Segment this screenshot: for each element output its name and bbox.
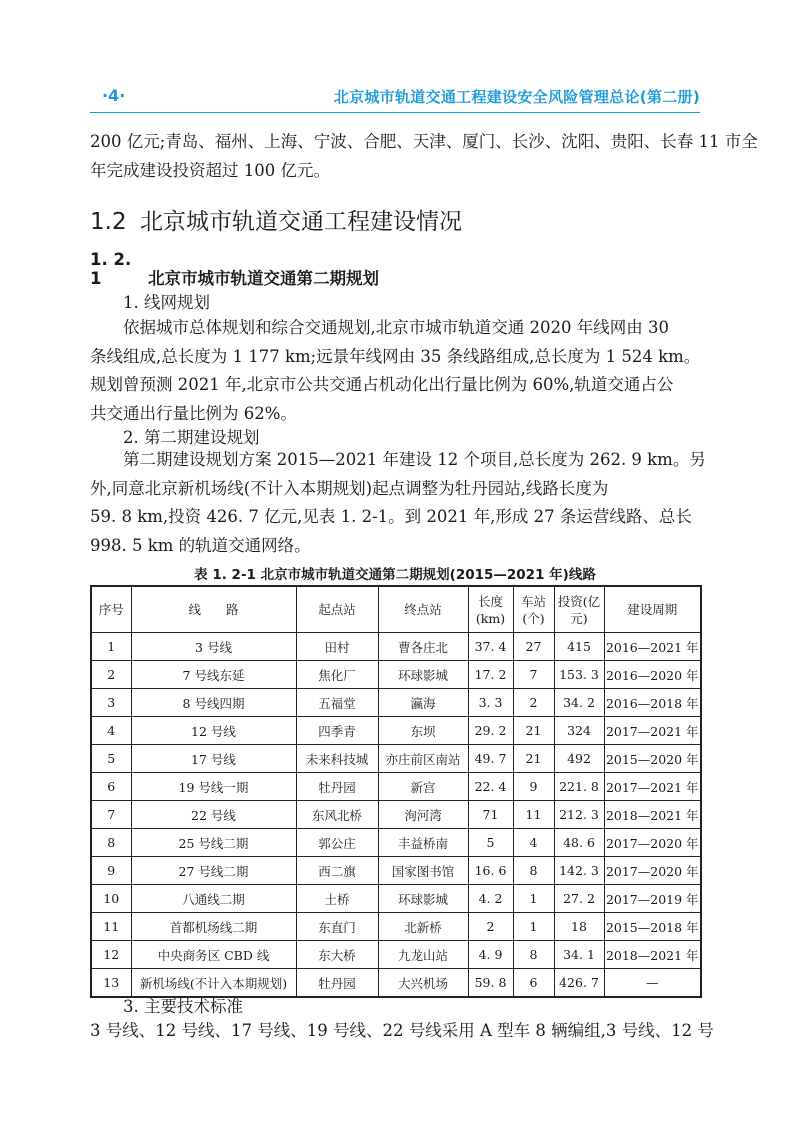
table-cell: 2015—2018 年 — [604, 913, 701, 941]
table-cell: 新宫 — [378, 773, 468, 801]
table-cell: 71 — [468, 801, 513, 829]
table-cell: 东坝 — [378, 717, 468, 745]
table-row — [91, 689, 701, 717]
table-cell: 8 — [513, 941, 554, 969]
header-cell: 序号 — [91, 586, 131, 633]
book-title: 北京城市轨道交通工程建设安全风险管理总论(第二册) — [333, 88, 700, 106]
item2-line: 外,同意北京新机场线(不计入本期规划)起点调整为牡丹园站,线路长度为 — [90, 478, 609, 498]
header-cell: 车站(个) — [513, 586, 554, 633]
table-cell: 221. 8 — [554, 773, 604, 801]
table-cell: 4 — [513, 829, 554, 857]
table-cell: 11 — [91, 913, 131, 941]
table-row — [91, 773, 701, 801]
table-cell: 8 — [91, 829, 131, 857]
table-cell: 22 号线 — [131, 801, 296, 829]
table-cell: 16. 6 — [468, 857, 513, 885]
table-row — [91, 829, 701, 857]
table-cell: 大兴机场 — [378, 969, 468, 998]
table-cell: 九龙山站 — [378, 941, 468, 969]
table-cell: 1 — [91, 633, 131, 661]
table-cell: 牡丹园 — [296, 969, 378, 998]
subsection-title: 北京市城市轨道交通第二期规划 — [148, 269, 379, 288]
table-cell: 洵河湾 — [378, 801, 468, 829]
table-cell: 东直门 — [296, 913, 378, 941]
table-cell: 9 — [91, 857, 131, 885]
intro-paragraph — [90, 128, 758, 185]
table-cell: 48. 6 — [554, 829, 604, 857]
table-cell: 2015—2020 年 — [604, 745, 701, 773]
table-cell: 12 — [91, 941, 131, 969]
table-cell: 6 — [513, 969, 554, 998]
table-cell: 5 — [91, 745, 131, 773]
table-cell: 37. 4 — [468, 633, 513, 661]
table-cell: 牡丹园 — [296, 773, 378, 801]
table-cell: 3 号线 — [131, 633, 296, 661]
table-cell: 7 号线东延 — [131, 661, 296, 689]
table-cell: 10 — [91, 885, 131, 913]
item1-heading: 1. 线网规划 — [123, 293, 210, 312]
table-cell: 北新桥 — [378, 913, 468, 941]
header-cell: 长度(km) — [468, 586, 513, 633]
table-cell: 2 — [513, 689, 554, 717]
table-cell: 4. 9 — [468, 941, 513, 969]
table-cell: 土桥 — [296, 885, 378, 913]
table-cell: 焦化厂 — [296, 661, 378, 689]
table-cell: 郭公庄 — [296, 829, 378, 857]
table-cell: 四季青 — [296, 717, 378, 745]
table-cell: 6 — [91, 773, 131, 801]
table-cell: 7 — [513, 661, 554, 689]
item3-heading: 3. 主要技术标准 — [123, 997, 243, 1016]
table-cell: 丰益桥南 — [378, 829, 468, 857]
table-cell: 2016—2018 年 — [604, 689, 701, 717]
table-row — [91, 745, 701, 773]
item2-line: 998. 5 km 的轨道交通网络。 — [90, 535, 311, 555]
running-header — [90, 86, 700, 108]
item2-paragraph — [90, 446, 706, 560]
section-heading — [90, 203, 462, 236]
table-cell: 亦庄前区南站 — [378, 745, 468, 773]
table-cell: 未来科技城 — [296, 745, 378, 773]
table-row — [91, 717, 701, 745]
table-cell: 2017—2019 年 — [604, 885, 701, 913]
intro-line: 200 亿元;青岛、福州、上海、宁波、合肥、天津、厦门、长沙、沈阳、贵阳、长春 11 市全 — [90, 132, 758, 151]
item2-line: 59. 8 km,投资 426. 7 亿元,见表 1. 2-1。到 2021 年,形成 27 条运营线路、总长 — [90, 507, 692, 526]
table-cell: 18 — [554, 913, 604, 941]
table-cell: 8 — [513, 857, 554, 885]
table-cell: 五福堂 — [296, 689, 378, 717]
table-cell: 4 — [91, 717, 131, 745]
table-cell: 492 — [554, 745, 604, 773]
section-title: 北京城市轨道交通工程建设情况 — [140, 209, 462, 235]
item1-paragraph — [90, 314, 700, 428]
table-cell: 1 — [513, 913, 554, 941]
table-cell: 2017—2021 年 — [604, 773, 701, 801]
table-cell: 东风北桥 — [296, 801, 378, 829]
table-row — [91, 941, 701, 969]
table-cell: 17 号线 — [131, 745, 296, 773]
table-cell: 27 号线二期 — [131, 857, 296, 885]
table-cell: 2017—2020 年 — [604, 857, 701, 885]
table-cell: 212. 3 — [554, 801, 604, 829]
table-row — [91, 885, 701, 913]
table-cell: 17. 2 — [468, 661, 513, 689]
table-cell: 34. 1 — [554, 941, 604, 969]
table-cell: 27 — [513, 633, 554, 661]
table-cell: 142. 3 — [554, 857, 604, 885]
item1-line: 共交通出行量比例为 62%。 — [90, 403, 297, 423]
table-cell: 东大桥 — [296, 941, 378, 969]
header-cell: 线 路 — [131, 586, 296, 633]
table-cell: 426. 7 — [554, 969, 604, 998]
table-cell: 环球影城 — [378, 661, 468, 689]
table-cell: 324 — [554, 717, 604, 745]
table-cell: 田村 — [296, 633, 378, 661]
table-cell: 西二旗 — [296, 857, 378, 885]
table-cell: 21 — [513, 717, 554, 745]
header-cell: 起点站 — [296, 586, 378, 633]
table-body — [91, 633, 701, 998]
table-cell: — — [604, 969, 701, 998]
section-number: 1.2 — [90, 209, 127, 235]
table-cell: 2016—2020 年 — [604, 661, 701, 689]
table-cell: 34. 2 — [554, 689, 604, 717]
table-cell: 国家图书馆 — [378, 857, 468, 885]
table-cell: 新机场线(不计入本期规划) — [131, 969, 296, 998]
table-cell: 13 — [91, 969, 131, 998]
table-cell: 415 — [554, 633, 604, 661]
table-cell: 25 号线二期 — [131, 829, 296, 857]
table-cell: 49. 7 — [468, 745, 513, 773]
table-cell: 21 — [513, 745, 554, 773]
subsection-heading — [90, 250, 379, 289]
table-cell: 2018—2021 年 — [604, 941, 701, 969]
header-cell: 投资(亿元) — [554, 586, 604, 633]
table-row — [91, 633, 701, 661]
table-cell: 八通线二期 — [131, 885, 296, 913]
table-cell: 环球影城 — [378, 885, 468, 913]
table-cell: 19 号线一期 — [131, 773, 296, 801]
route-table — [90, 585, 702, 998]
table-row — [91, 913, 701, 941]
table-cell: 8 号线四期 — [131, 689, 296, 717]
item3-line: 3 号线、12 号线、17 号线、19 号线、22 号线采用 A 型车 8 辆编组,3 号线、12 号 — [90, 1021, 714, 1040]
table-cell: 曹各庄北 — [378, 633, 468, 661]
table-cell: 7 — [91, 801, 131, 829]
table-cell: 4. 2 — [468, 885, 513, 913]
item1-line: 条线组成,总长度为 1 177 km;远景年线网由 35 条线路组成,总长度为 1 524 km。 — [90, 346, 701, 366]
table-cell: 中央商务区 CBD 线 — [131, 941, 296, 969]
table-row — [91, 661, 701, 689]
table-cell: 3. 3 — [468, 689, 513, 717]
page-number: ·4· — [102, 86, 126, 105]
header-cell: 建设周期 — [604, 586, 701, 633]
table-cell: 3 — [91, 689, 131, 717]
table-cell: 12 号线 — [131, 717, 296, 745]
table-cell: 22. 4 — [468, 773, 513, 801]
table-cell: 9 — [513, 773, 554, 801]
header-cell: 终点站 — [378, 586, 468, 633]
subsection-number: 1. 2. 1 — [90, 250, 132, 288]
item1-line: 依据城市总体规划和综合交通规划,北京市城市轨道交通 2020 年线网由 30 — [123, 318, 669, 337]
table-cell: 1 — [513, 885, 554, 913]
item2-heading: 2. 第二期建设规划 — [123, 428, 260, 447]
table-row — [91, 801, 701, 829]
table-header-row — [91, 586, 701, 633]
table-row — [91, 857, 701, 885]
table-cell: 27. 2 — [554, 885, 604, 913]
table-cell: 2 — [468, 913, 513, 941]
table-cell: 瀛海 — [378, 689, 468, 717]
item3-paragraph — [90, 1017, 714, 1046]
table-cell: 29. 2 — [468, 717, 513, 745]
header-rule — [90, 112, 700, 113]
table-cell: 59. 8 — [468, 969, 513, 998]
table-caption: 表 1. 2-1 北京市城市轨道交通第二期规划(2015—2021 年)线路 — [194, 567, 596, 583]
table-cell: 2 — [91, 661, 131, 689]
intro-line: 年完成建设投资超过 100 亿元。 — [90, 160, 330, 180]
table-cell: 2017—2021 年 — [604, 717, 701, 745]
table-cell: 11 — [513, 801, 554, 829]
table-cell: 5 — [468, 829, 513, 857]
item1-line: 规划曾预测 2021 年,北京市公共交通占机动化出行量比例为 60%,轨道交通占公 — [90, 375, 674, 394]
table-cell: 首都机场线二期 — [131, 913, 296, 941]
table-cell: 2017—2020 年 — [604, 829, 701, 857]
item2-line: 第二期建设规划方案 2015—2021 年建设 12 个项目,总长度为 262. 9 km。另 — [123, 450, 706, 469]
table-cell: 153. 3 — [554, 661, 604, 689]
table-cell: 2016—2021 年 — [604, 633, 701, 661]
table-cell: 2018—2021 年 — [604, 801, 701, 829]
